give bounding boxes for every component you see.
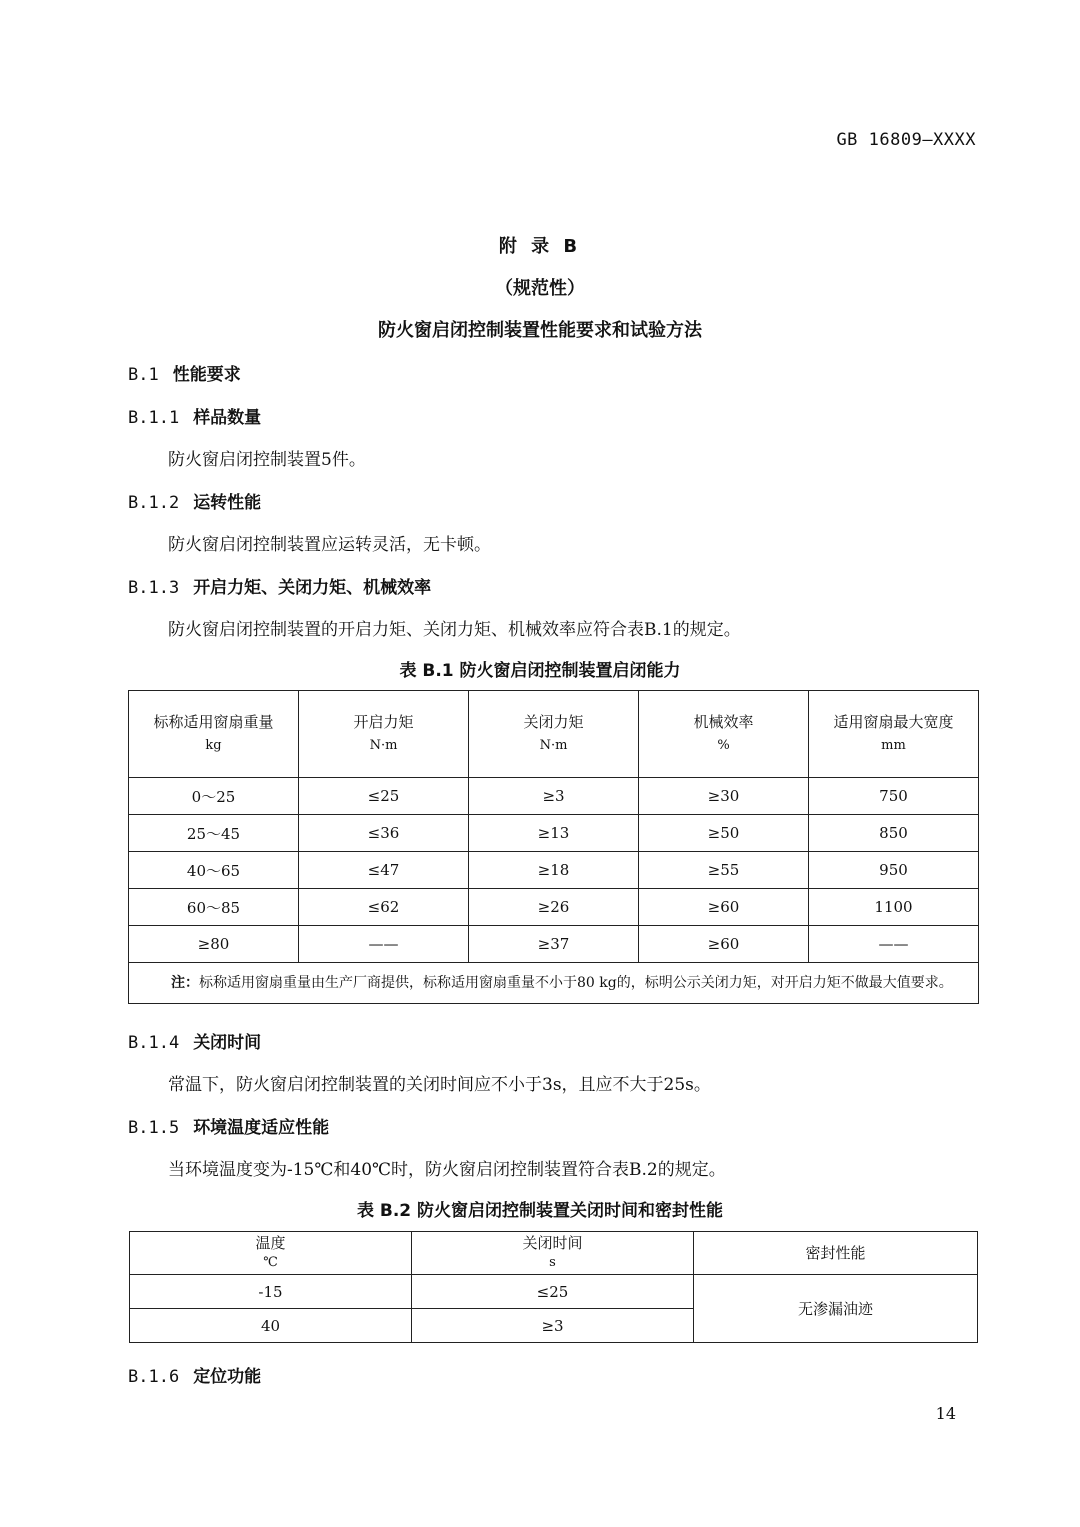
table-cell: 0～25 (129, 778, 299, 815)
header-cell (639, 691, 809, 778)
section-number: B.1.3 (128, 578, 180, 598)
header-unit: N·m (539, 738, 568, 753)
table-cell: ≥30 (639, 778, 809, 815)
paragraph-b13: 防火窗启闭控制装置的开启力矩、关闭力矩、机械效率应符合表B.1的规定。 (168, 620, 741, 640)
table-cell: 950 (809, 852, 979, 889)
section-number: B.1.2 (128, 493, 180, 513)
header-cell (412, 1232, 694, 1275)
table-note (129, 963, 979, 1004)
note-text: 标称适用窗扇重量由生产厂商提供，标称适用窗扇重量不小于80 kg的，标明公示关闭力矩，对开启力矩不做最大值要求。 (199, 974, 953, 991)
section-title: 开启力矩、关闭力矩、机械效率 (193, 578, 432, 598)
note-label: 注： (171, 974, 199, 991)
annex-type: （规范性） (495, 278, 585, 299)
table-cell: ≤25 (412, 1275, 694, 1309)
table-cell: —— (299, 926, 469, 963)
section-heading-b13 (128, 573, 431, 598)
annex-title: 防火窗启闭控制装置性能要求和试验方法 (378, 320, 702, 341)
table-cell: ≤47 (299, 852, 469, 889)
table-b2 (129, 1231, 978, 1343)
header-unit: N·m (369, 738, 398, 753)
table-cell: ≥80 (129, 926, 299, 963)
header-name: 温度 (255, 1234, 286, 1252)
header-name: 标称适用窗扇重量 (153, 713, 274, 731)
table-cell: 750 (809, 778, 979, 815)
table-cell: ≥60 (639, 889, 809, 926)
table-cell: ≥3 (412, 1309, 694, 1343)
header-name: 适用窗扇最大宽度 (833, 713, 954, 731)
section-title: 性能要求 (172, 365, 241, 385)
header-name: 关闭力矩 (523, 713, 584, 731)
table-cell: ≥60 (639, 926, 809, 963)
section-title: 环境温度适应性能 (193, 1118, 330, 1138)
table-row (129, 852, 979, 889)
table-cell: -15 (130, 1275, 412, 1309)
table1-caption: 表 B.1 防火窗启闭控制装置启闭能力 (399, 661, 681, 681)
section-number: B.1.6 (128, 1367, 180, 1387)
header-cell (299, 691, 469, 778)
section-heading-b14 (128, 1028, 261, 1053)
table-header-row (129, 691, 979, 778)
header-cell (130, 1232, 412, 1275)
section-title: 定位功能 (193, 1367, 262, 1387)
table-note-row (129, 963, 979, 1004)
header-unit: % (717, 738, 730, 753)
section-number: B.1 (128, 365, 159, 385)
table-row (129, 889, 979, 926)
header-unit: ℃ (263, 1255, 278, 1270)
header-name: 机械效率 (693, 713, 754, 731)
table-cell: —— (809, 926, 979, 963)
annex-label: 附 录 B (498, 236, 582, 257)
table-row (130, 1275, 978, 1309)
section-title: 样品数量 (193, 408, 262, 428)
table-row (129, 778, 979, 815)
table-cell: 40～65 (129, 852, 299, 889)
table-cell: 60～85 (129, 889, 299, 926)
table-cell: 40 (130, 1309, 412, 1343)
table-cell-merged: 无渗漏油迹 (694, 1275, 978, 1343)
page-number: 14 (935, 1404, 956, 1423)
table-cell: ≤36 (299, 815, 469, 852)
table-row (129, 815, 979, 852)
table-header-row (130, 1232, 978, 1275)
section-heading-b1 (128, 360, 241, 385)
table-cell: ≥55 (639, 852, 809, 889)
table-cell: 25～45 (129, 815, 299, 852)
table-cell: ≥37 (469, 926, 639, 963)
table-cell: ≥3 (469, 778, 639, 815)
header-cell (469, 691, 639, 778)
section-heading-b15 (128, 1113, 329, 1138)
header-cell (129, 691, 299, 778)
section-title: 运转性能 (193, 493, 262, 513)
section-title: 关闭时间 (193, 1033, 262, 1053)
header-name: 密封性能 (805, 1244, 866, 1262)
table-cell: 1100 (809, 889, 979, 926)
document-id: GB 16809—XXXX (836, 130, 976, 150)
paragraph-b12: 防火窗启闭控制装置应运转灵活，无卡顿。 (168, 535, 491, 555)
table-cell: ≥50 (639, 815, 809, 852)
table-row (129, 926, 979, 963)
paragraph-b11: 防火窗启闭控制装置5件。 (168, 450, 366, 470)
header-unit: mm (881, 738, 906, 753)
header-cell (694, 1232, 978, 1275)
table-cell: ≤62 (299, 889, 469, 926)
table-cell: ≥13 (469, 815, 639, 852)
header-unit: s (549, 1255, 556, 1270)
table-cell: ≤25 (299, 778, 469, 815)
header-name: 开启力矩 (353, 713, 414, 731)
paragraph-b15: 当环境温度变为-15℃和40℃时，防火窗启闭控制装置符合表B.2的规定。 (168, 1160, 726, 1180)
table-cell: ≥26 (469, 889, 639, 926)
table-cell: ≥18 (469, 852, 639, 889)
header-unit: kg (205, 738, 222, 753)
section-number: B.1.1 (128, 408, 180, 428)
paragraph-b14: 常温下，防火窗启闭控制装置的关闭时间应不小于3s，且应不大于25s。 (168, 1075, 711, 1095)
section-heading-b16 (128, 1362, 261, 1387)
table-b1 (128, 690, 979, 1004)
section-heading-b12 (128, 488, 261, 513)
table-cell: 850 (809, 815, 979, 852)
section-heading-b11 (128, 403, 261, 428)
header-name: 关闭时间 (522, 1234, 583, 1252)
table2-caption: 表 B.2 防火窗启闭控制装置关闭时间和密封性能 (356, 1201, 724, 1221)
section-number: B.1.5 (128, 1118, 180, 1138)
section-number: B.1.4 (128, 1033, 180, 1053)
header-cell (809, 691, 979, 778)
